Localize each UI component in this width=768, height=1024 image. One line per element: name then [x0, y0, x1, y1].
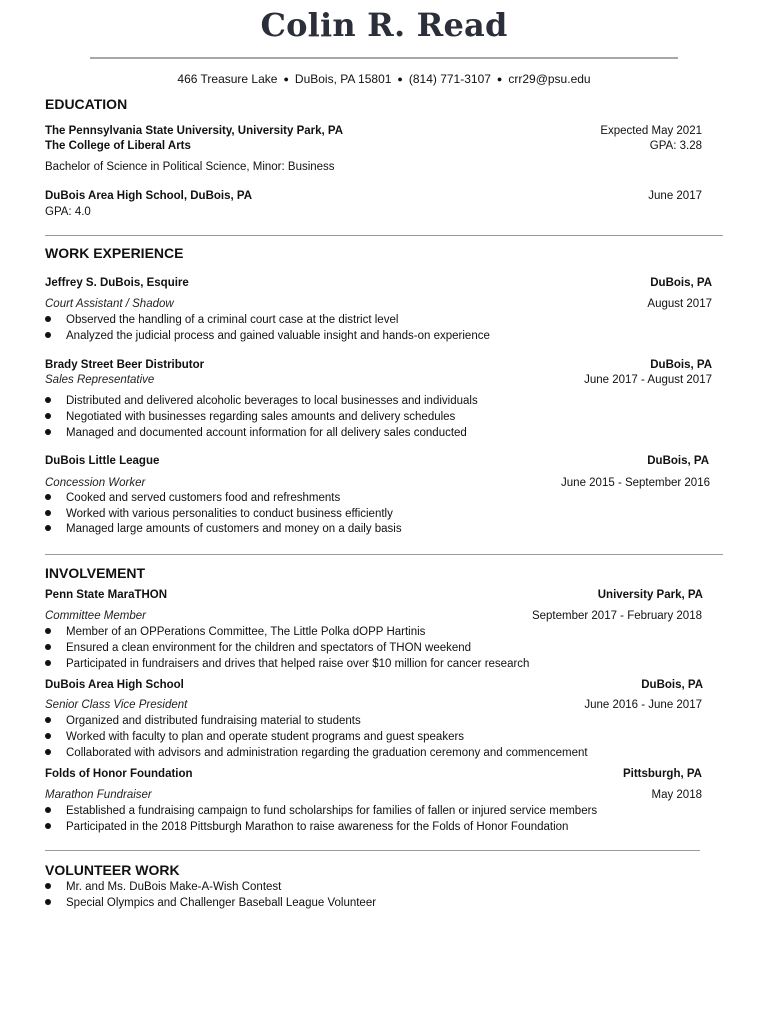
list-item	[45, 313, 398, 327]
list-item-text: Analyzed the judicial process and gained valuable insight and hands-on experience	[66, 330, 490, 342]
education-college: The College of Liberal Arts	[45, 140, 191, 152]
list-item	[45, 714, 361, 728]
list-item-text: Collaborated with advisors and administration regarding the graduation ceremony and commencement	[66, 747, 588, 759]
involvement-location: University Park, PA	[597, 589, 703, 601]
bullet-icon	[45, 510, 51, 516]
bullet-icon	[45, 494, 51, 500]
separator-dot: ●	[283, 74, 289, 84]
list-item-text: Observed the handling of a criminal court case at the district level	[66, 314, 399, 326]
work-date: June 2015 - September 2016	[561, 477, 710, 489]
involvement-date: September 2017 - February 2018	[531, 610, 702, 622]
work-date: August 2017	[647, 298, 712, 310]
bullet-icon	[45, 644, 51, 650]
separator-dot: ●	[397, 74, 403, 84]
list-item-text: Participated in fundraisers and drives that helped raise over $10 million for cancer research	[66, 658, 530, 670]
list-item	[45, 657, 529, 671]
work-location: DuBois, PA	[647, 455, 709, 467]
contact-phone: (814) 771-3107	[408, 72, 491, 86]
list-item-text: Ensured a clean environment for the children and spectators of THON weekend	[66, 642, 472, 654]
list-item-text: Participated in the 2018 Pittsburgh Marathon to raise awareness for the Folds of Honor Foundation	[66, 821, 569, 833]
bullet-icon	[45, 628, 51, 634]
list-item	[45, 410, 455, 424]
work-org: DuBois Little League	[45, 455, 160, 467]
list-item	[45, 730, 464, 744]
bullet-icon	[45, 397, 51, 403]
list-item-text: Negotiated with businesses regarding sales amounts and delivery schedules	[66, 411, 456, 423]
list-item-text: Mr. and Ms. DuBois Make-A-Wish Contest	[66, 881, 282, 893]
work-org: Brady Street Beer Distributor	[45, 359, 205, 371]
education-heading: EDUCATION	[45, 96, 128, 112]
bullet-icon	[45, 883, 51, 889]
involvement-role: Marathon Fundraiser	[45, 789, 152, 801]
separator-dot: ●	[496, 74, 503, 84]
bullet-icon	[45, 733, 51, 739]
education-school: The Pennsylvania State University, University Park, PA	[45, 125, 344, 137]
work-role: Sales Representative	[45, 374, 155, 386]
list-item-text: Member of an OPPerations Committee, The Little Polka dOPP Hartinis	[66, 626, 426, 638]
contact-city: DuBois, PA 15801	[294, 72, 392, 86]
volunteer-heading: VOLUNTEER WORK	[45, 862, 180, 878]
bullet-icon	[45, 823, 51, 829]
work-role: Concession Worker	[45, 477, 146, 489]
contact-line	[0, 72, 768, 86]
list-item	[45, 641, 471, 655]
list-item	[45, 329, 490, 343]
section-divider	[45, 235, 723, 236]
list-item-text: Established a fundraising campaign to fund scholarships for families of fallen or injured service members	[66, 805, 598, 817]
involvement-org: Penn State MaraTHON	[45, 589, 168, 601]
involvement-location: Pittsburgh, PA	[622, 768, 702, 780]
list-item	[45, 804, 597, 818]
contact-address: 466 Treasure Lake	[177, 72, 278, 86]
list-item-text: Worked with various personalities to conduct business efficiently	[66, 508, 393, 520]
list-item-text: Special Olympics and Challenger Baseball League Volunteer	[66, 897, 377, 909]
bullet-icon	[45, 749, 51, 755]
involvement-heading: INVOLVEMENT	[45, 565, 146, 581]
list-item	[45, 880, 281, 894]
list-item-text: Cooked and served customers food and refreshments	[66, 492, 341, 504]
education-degree: Bachelor of Science in Political Science, Minor: Business	[45, 161, 335, 173]
list-item	[45, 491, 340, 505]
contact-email[interactable]: crr29@psu.edu	[508, 72, 591, 86]
bullet-icon	[45, 332, 51, 338]
list-item-text: Managed large amounts of customers and money on a daily basis	[66, 523, 402, 535]
involvement-org: Folds of Honor Foundation	[45, 768, 193, 780]
list-item	[45, 426, 467, 440]
bullet-icon	[45, 316, 51, 322]
involvement-location: DuBois, PA	[641, 679, 703, 691]
work-date: June 2017 - August 2017	[584, 374, 712, 386]
name-divider	[90, 57, 678, 59]
list-item-text: Organized and distributed fundraising material to students	[66, 715, 361, 727]
involvement-date: May 2018	[651, 789, 702, 801]
bullet-icon	[45, 413, 51, 419]
list-item	[45, 522, 402, 536]
list-item-text: Worked with faculty to plan and operate student programs and guest speakers	[66, 731, 465, 743]
section-divider	[45, 554, 723, 555]
work-location: DuBois, PA	[650, 359, 712, 371]
involvement-role: Senior Class Vice President	[45, 699, 188, 711]
list-item	[45, 394, 478, 408]
work-org: Jeffrey S. DuBois, Esquire	[45, 277, 189, 289]
education-school: DuBois Area High School, DuBois, PA	[45, 190, 253, 202]
involvement-role: Committee Member	[45, 610, 146, 622]
education-gpa: GPA: 3.28	[649, 140, 702, 152]
bullet-icon	[45, 660, 51, 666]
work-location: DuBois, PA	[650, 277, 712, 289]
work-role: Court Assistant / Shadow	[45, 298, 174, 310]
involvement-date: June 2016 - June 2017	[584, 699, 702, 711]
list-item-text: Managed and documented account information for all delivery sales conducted	[66, 427, 467, 439]
list-item	[45, 896, 376, 910]
list-item-text: Distributed and delivered alcoholic beverages to local businesses and individuals	[66, 395, 478, 407]
bullet-icon	[45, 525, 51, 531]
list-item	[45, 507, 393, 521]
section-divider	[45, 850, 700, 851]
work-heading: WORK EXPERIENCE	[45, 245, 184, 261]
bullet-icon	[45, 807, 51, 813]
education-gpa: GPA: 4.0	[45, 206, 91, 218]
bullet-icon	[45, 429, 51, 435]
list-item	[45, 820, 568, 834]
bullet-icon	[45, 899, 51, 905]
education-date: June 2017	[648, 190, 702, 202]
bullet-icon	[45, 717, 51, 723]
resume-name: Colin R. Read	[260, 6, 508, 44]
involvement-org: DuBois Area High School	[45, 679, 184, 691]
list-item	[45, 746, 588, 760]
education-date: Expected May 2021	[600, 125, 702, 137]
list-item	[45, 625, 425, 639]
